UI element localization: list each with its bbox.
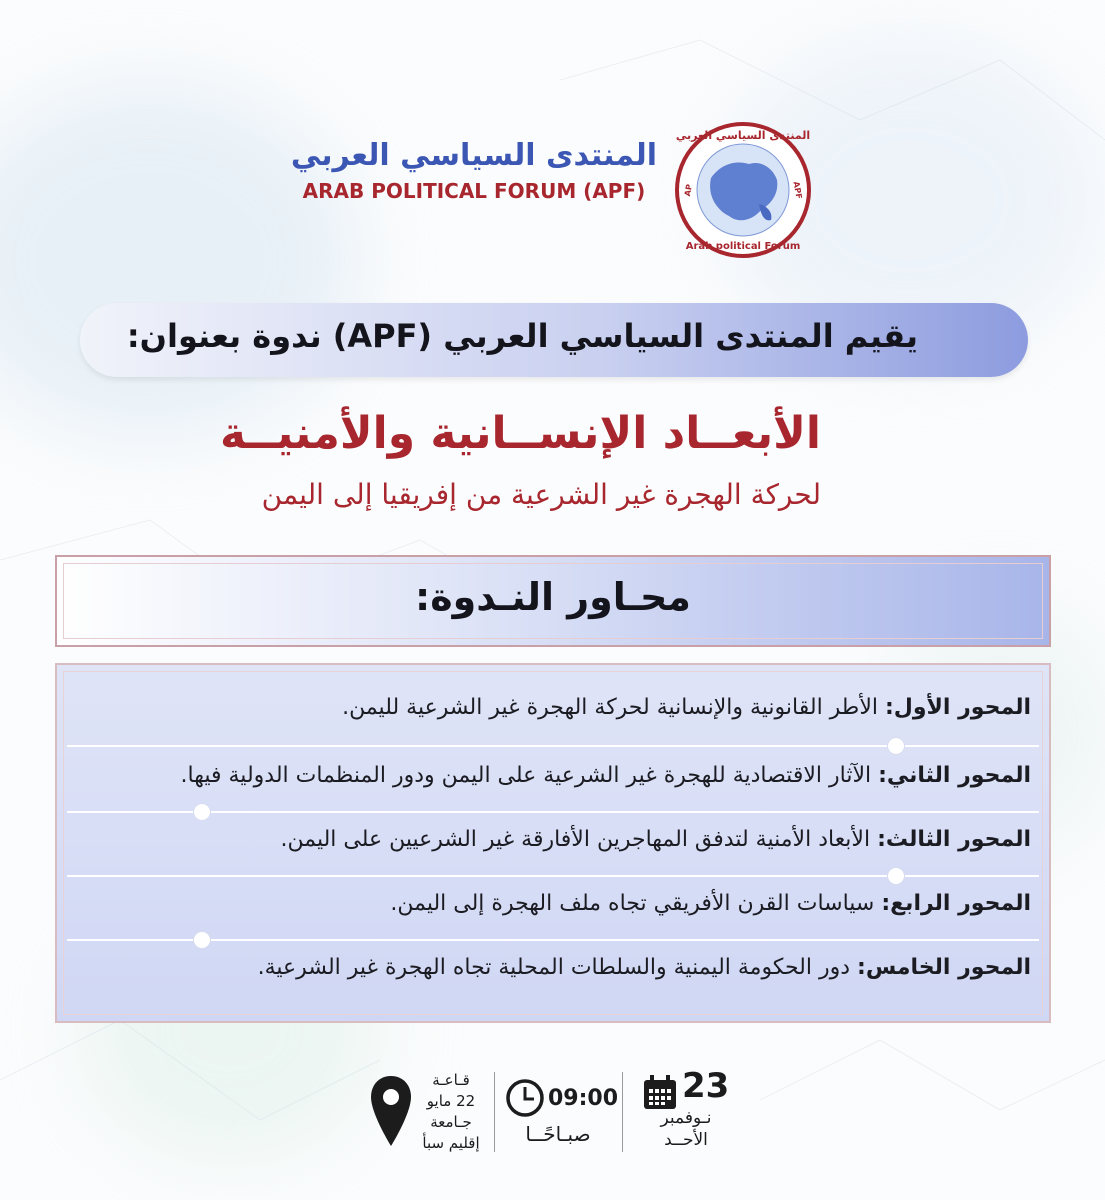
calendar-icon <box>641 1074 679 1112</box>
axis-label: المحور الثالث: <box>877 827 1031 852</box>
axis-text: الأبعاد الأمنية لتدفق المهاجرين الأفارقة غير الشرعيين على اليمن. <box>280 827 878 852</box>
clock-icon <box>505 1078 545 1118</box>
axis-text: سياسات القرن الأفريقي تجاه ملف الهجرة إلى اليمن. <box>390 891 882 916</box>
list-item <box>67 813 1031 875</box>
org-name-arabic: المنتدى السياسي العربي <box>290 138 657 173</box>
axis-label: المحور الثاني: <box>878 763 1031 788</box>
event-time: 09:00 <box>548 1086 619 1111</box>
separator <box>622 1072 623 1152</box>
org-name-english: ARAB POLITICAL FORUM (APF) <box>302 179 646 203</box>
axis-text: الآثار الاقتصادية للهجرة غير الشرعية على اليمن ودور المنظمات الدولية فيها. <box>180 763 879 788</box>
event-weekday: الأحــد <box>664 1130 708 1150</box>
separator <box>494 1072 495 1152</box>
venue-line-3: جـامعة <box>430 1113 472 1131</box>
axis-label: المحور الخامس: <box>857 955 1031 980</box>
seminar-title: الأبعــاد الإنســانية والأمنيــة <box>219 408 821 459</box>
venue-line-4: إقليم سبأ <box>422 1134 480 1152</box>
forum-logo <box>673 120 813 260</box>
logo-text-top: المنتدى السياسي العربي <box>675 129 811 142</box>
seminar-subtitle: لحركة الهجرة غير الشرعية من إفريقيا إلى اليمن <box>261 478 821 511</box>
logo-text-bottom: Arab political Forum <box>685 241 801 252</box>
logo-text-left: AP <box>682 183 694 197</box>
venue-line-2: 22 مايو <box>426 1092 476 1110</box>
event-info <box>0 1062 1105 1162</box>
header <box>0 110 1105 252</box>
axis-text: الأطر القانونية والإنسانية لحركة الهجرة غير الشرعية لليمن. <box>342 695 885 720</box>
list-item <box>67 941 1031 1003</box>
event-month: نـوفمبر <box>660 1108 712 1128</box>
intro-text: يقيم المنتدى السياسي العربي (APF) ندوة بعنوان: <box>126 317 918 355</box>
list-item <box>67 877 1031 939</box>
intro-banner <box>80 303 1028 377</box>
axes-list <box>55 663 1051 1023</box>
axis-label: المحور الرابع: <box>881 891 1031 916</box>
event-period: صبـاحًــا <box>525 1122 591 1146</box>
location-pin-icon <box>368 1074 414 1150</box>
list-item <box>67 681 1031 743</box>
list-item <box>67 749 1031 811</box>
venue <box>418 1070 484 1154</box>
axes-heading: محـاور النـدوة: <box>415 575 691 619</box>
axis-text: دور الحكومة اليمنية والسلطات المحلية تجاه الهجرة غير الشرعية. <box>257 955 858 980</box>
venue-line-1: قـاعـة <box>432 1071 470 1089</box>
org-titles <box>291 138 657 203</box>
axes-heading-box <box>55 555 1051 647</box>
event-day-number: 23 <box>682 1066 730 1106</box>
logo-text-right: APF <box>791 180 804 200</box>
axis-label: المحور الأول: <box>884 695 1031 720</box>
